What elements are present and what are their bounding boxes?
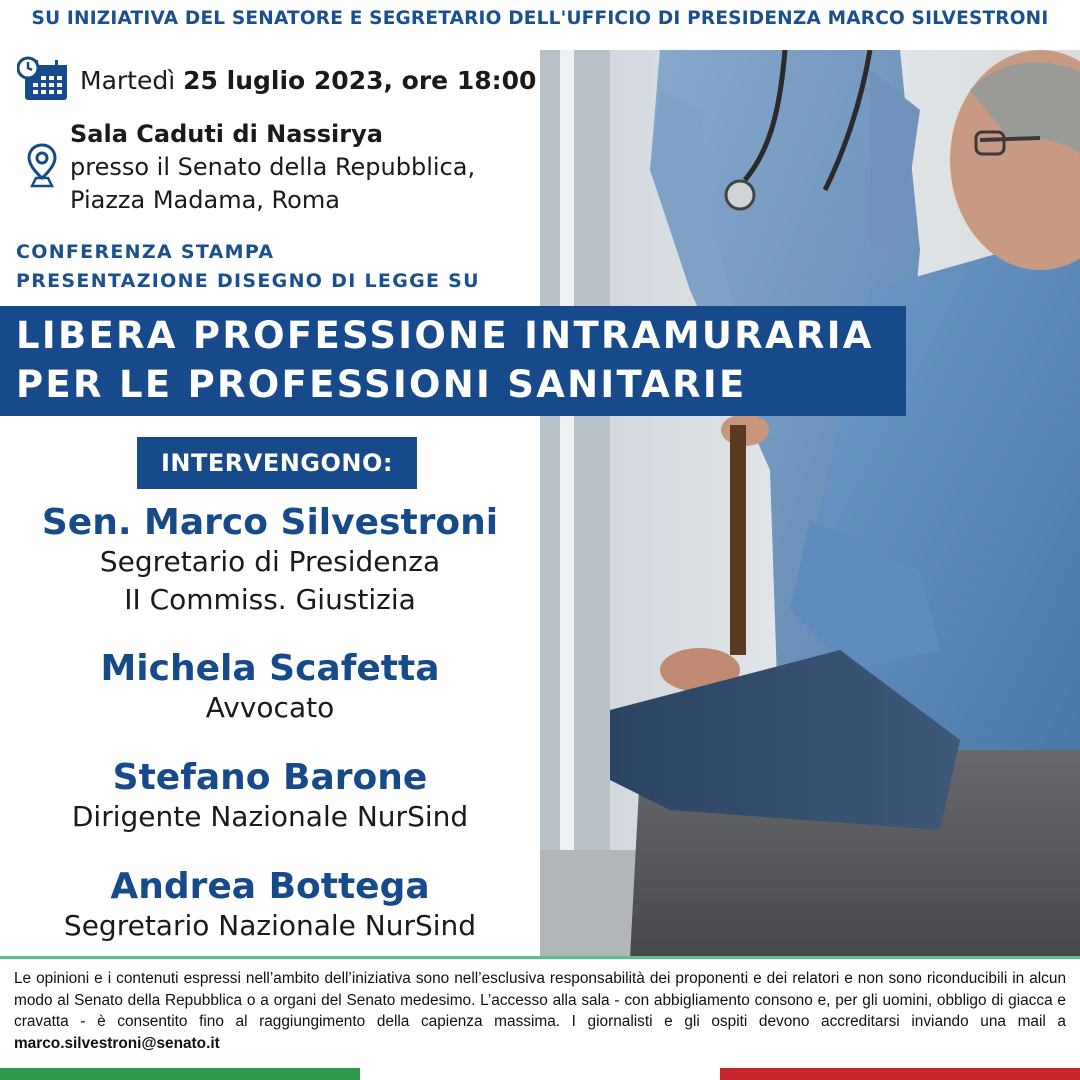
flag-stripe-red xyxy=(720,1068,1080,1080)
speaker-item xyxy=(0,757,540,836)
nurse-patient-photo xyxy=(540,50,1080,958)
title-banner xyxy=(0,306,906,416)
flag-stripe-green xyxy=(0,1068,360,1080)
conference-line-2: PRESENTAZIONE DISEGNO DI LEGGE SU xyxy=(16,270,480,292)
conference-line-1: CONFERENZA STAMPA xyxy=(16,241,275,263)
event-day: Martedì xyxy=(80,66,176,95)
speaker-role: Segretario Nazionale NurSind xyxy=(63,909,477,942)
venue-name: Sala Caduti di Nassirya xyxy=(70,120,383,148)
disclaimer-body: Le opinioni e i contenuti espressi nell’ambito dell’iniziativa sono nell’esclusiva responsabilità dei proponenti e dei relatori e non sono riconducibili in alcun modo al Senato della Repubblica o a organi del Senato medesimo. L’accesso alla sala - con abbigliamento consono e, per gli uomini, obbligo di giacca e cravatta - è consentito fino al raggiungimento della capienza massima. I giornalisti e gli ospiti devono accreditarsi inviando una mail a xyxy=(14,970,1066,1030)
event-date-time: 25 luglio 2023, ore 18:00 xyxy=(183,66,537,95)
header-initiative-text: SU INIZIATIVA DEL SENATORE E SEGRETARIO DELL'UFFICIO DI PRESIDENZA MARCO SILVESTRONI xyxy=(31,8,1049,29)
contact-email: marco.silvestroni@senato.it xyxy=(14,1034,220,1052)
disclaimer-text xyxy=(14,968,1066,1054)
venue-line-1: presso il Senato della Repubblica, xyxy=(70,153,476,181)
speaker-item xyxy=(0,866,540,945)
venue-line-2: Piazza Madama, Roma xyxy=(70,186,340,214)
title-line-1: LIBERA PROFESSIONE INTRAMURARIA xyxy=(16,314,874,357)
speaker-item xyxy=(0,648,540,727)
speaker-role: Dirigente Nazionale NurSind xyxy=(71,800,469,833)
speaker-name: Sen. Marco Silvestroni xyxy=(41,502,499,543)
location-pin-icon xyxy=(26,142,58,188)
speakers-label: INTERVENGONO: xyxy=(137,437,417,489)
calendar-clock-icon xyxy=(17,56,69,102)
speaker-role: II Commiss. Giustizia xyxy=(124,583,416,616)
footer-divider xyxy=(0,956,1080,959)
speaker-item xyxy=(0,502,540,619)
speaker-name: Michela Scafetta xyxy=(100,648,440,689)
speaker-name: Stefano Barone xyxy=(112,757,428,798)
speaker-role: Segretario di Presidenza xyxy=(99,545,441,578)
conference-subtitle xyxy=(16,238,480,296)
event-venue xyxy=(70,118,475,217)
speaker-role: Avvocato xyxy=(205,691,335,724)
event-date xyxy=(80,66,536,95)
title-line-2: PER LE PROFESSIONI SANITARIE xyxy=(16,363,747,406)
speaker-name: Andrea Bottega xyxy=(110,866,430,907)
